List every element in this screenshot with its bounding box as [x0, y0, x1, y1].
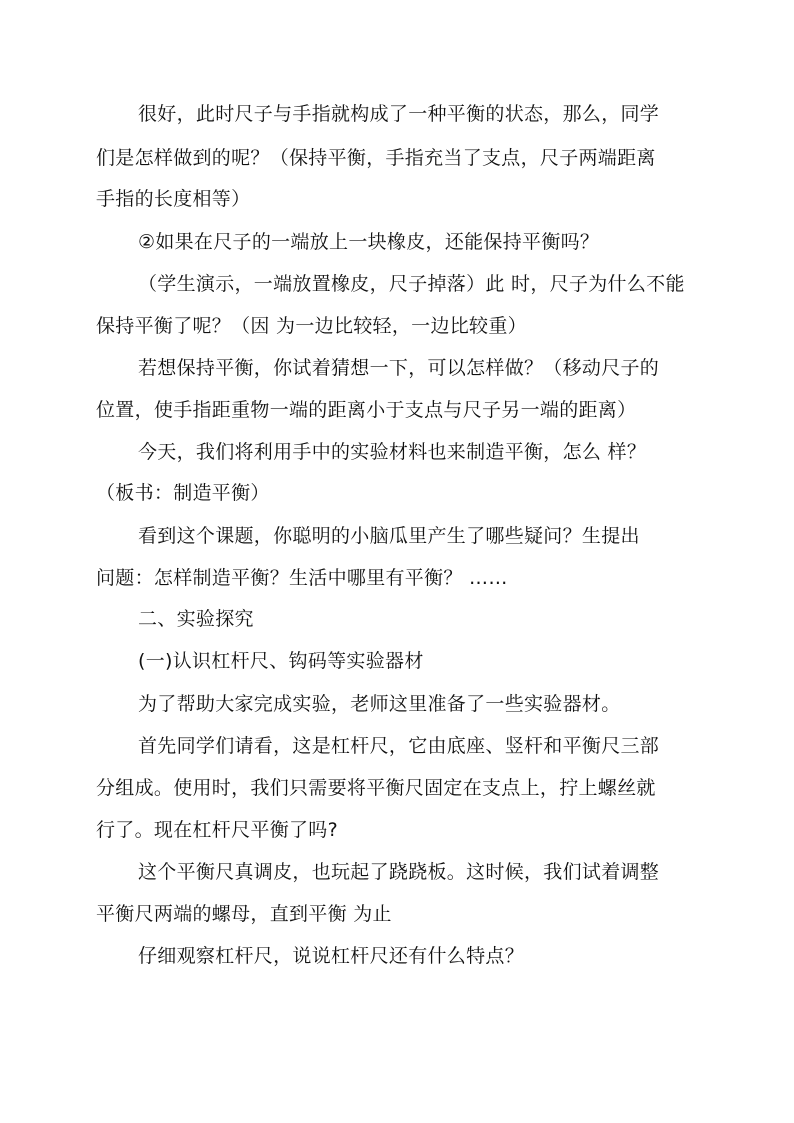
paragraph-line: 很好，此时尺子与手指就构成了一种平衡的状态，那么，同学 [138, 103, 660, 125]
section-heading: 二、实验探究 [138, 608, 254, 630]
paragraph-line: ②如果在尺子的一端放上一块橡皮，还能保持平衡吗？ [138, 231, 600, 253]
paragraph-line: 分组成。使用时，我们只需要将平衡尺固定在支点上，拧上螺丝就 [96, 777, 656, 799]
paragraph-line: 行了。现在杠杆尺平衡了吗? [96, 819, 338, 841]
paragraph-line: 若想保持平衡，你试着猜想一下，可以怎样做？（移动尺子的 [138, 357, 660, 379]
paragraph-line: 位置，使手指距重物一端的距离小于支点与尺子另一端的距离） [96, 399, 637, 421]
paragraph-line: 这个平衡尺真调皮，也玩起了跷跷板。这时候，我们试着调整 [138, 861, 660, 883]
paragraph-line: 首先同学们请看，这是杠杆尺，它由底座、竖杆和平衡尺三部 [138, 735, 660, 757]
paragraph-line: 们是怎样做到的呢？（保持平衡，手指充当了支点，尺子两端距离 [96, 147, 656, 169]
paragraph-line: 问题：怎样制造平衡？生活中哪里有平衡？ …… [96, 567, 508, 589]
paragraph-line: 为了帮助大家完成实验，老师这里准备了一些实验器材。 [138, 693, 621, 715]
paragraph-line: 保持平衡了呢？（因 为一边比较轻，一边比较重） [96, 315, 527, 337]
paragraph-line: （学生演示，一端放置橡皮，尺子掉落）此 时，尺子为什么不能 [138, 273, 685, 295]
paragraph-line: 看到这个课题，你聪明的小脑瓜里产生了哪些疑问？生提出 [138, 525, 640, 547]
paragraph-line: 手指的长度相等） [96, 188, 251, 210]
paragraph-line: 今天，我们将利用手中的实验材料也来制造平衡，怎么 样？ [138, 441, 647, 463]
paragraph-line: 仔细观察杠杆尺，说说杠杆尺还有什么特点？ [138, 945, 525, 967]
paragraph-line: 平衡尺两端的螺母，直到平衡 为止 [96, 903, 392, 925]
paragraph-line: （板书：制造平衡） [96, 482, 270, 504]
subsection-heading: (一)认识杠杆尺、钩码等实验器材 [138, 650, 424, 672]
